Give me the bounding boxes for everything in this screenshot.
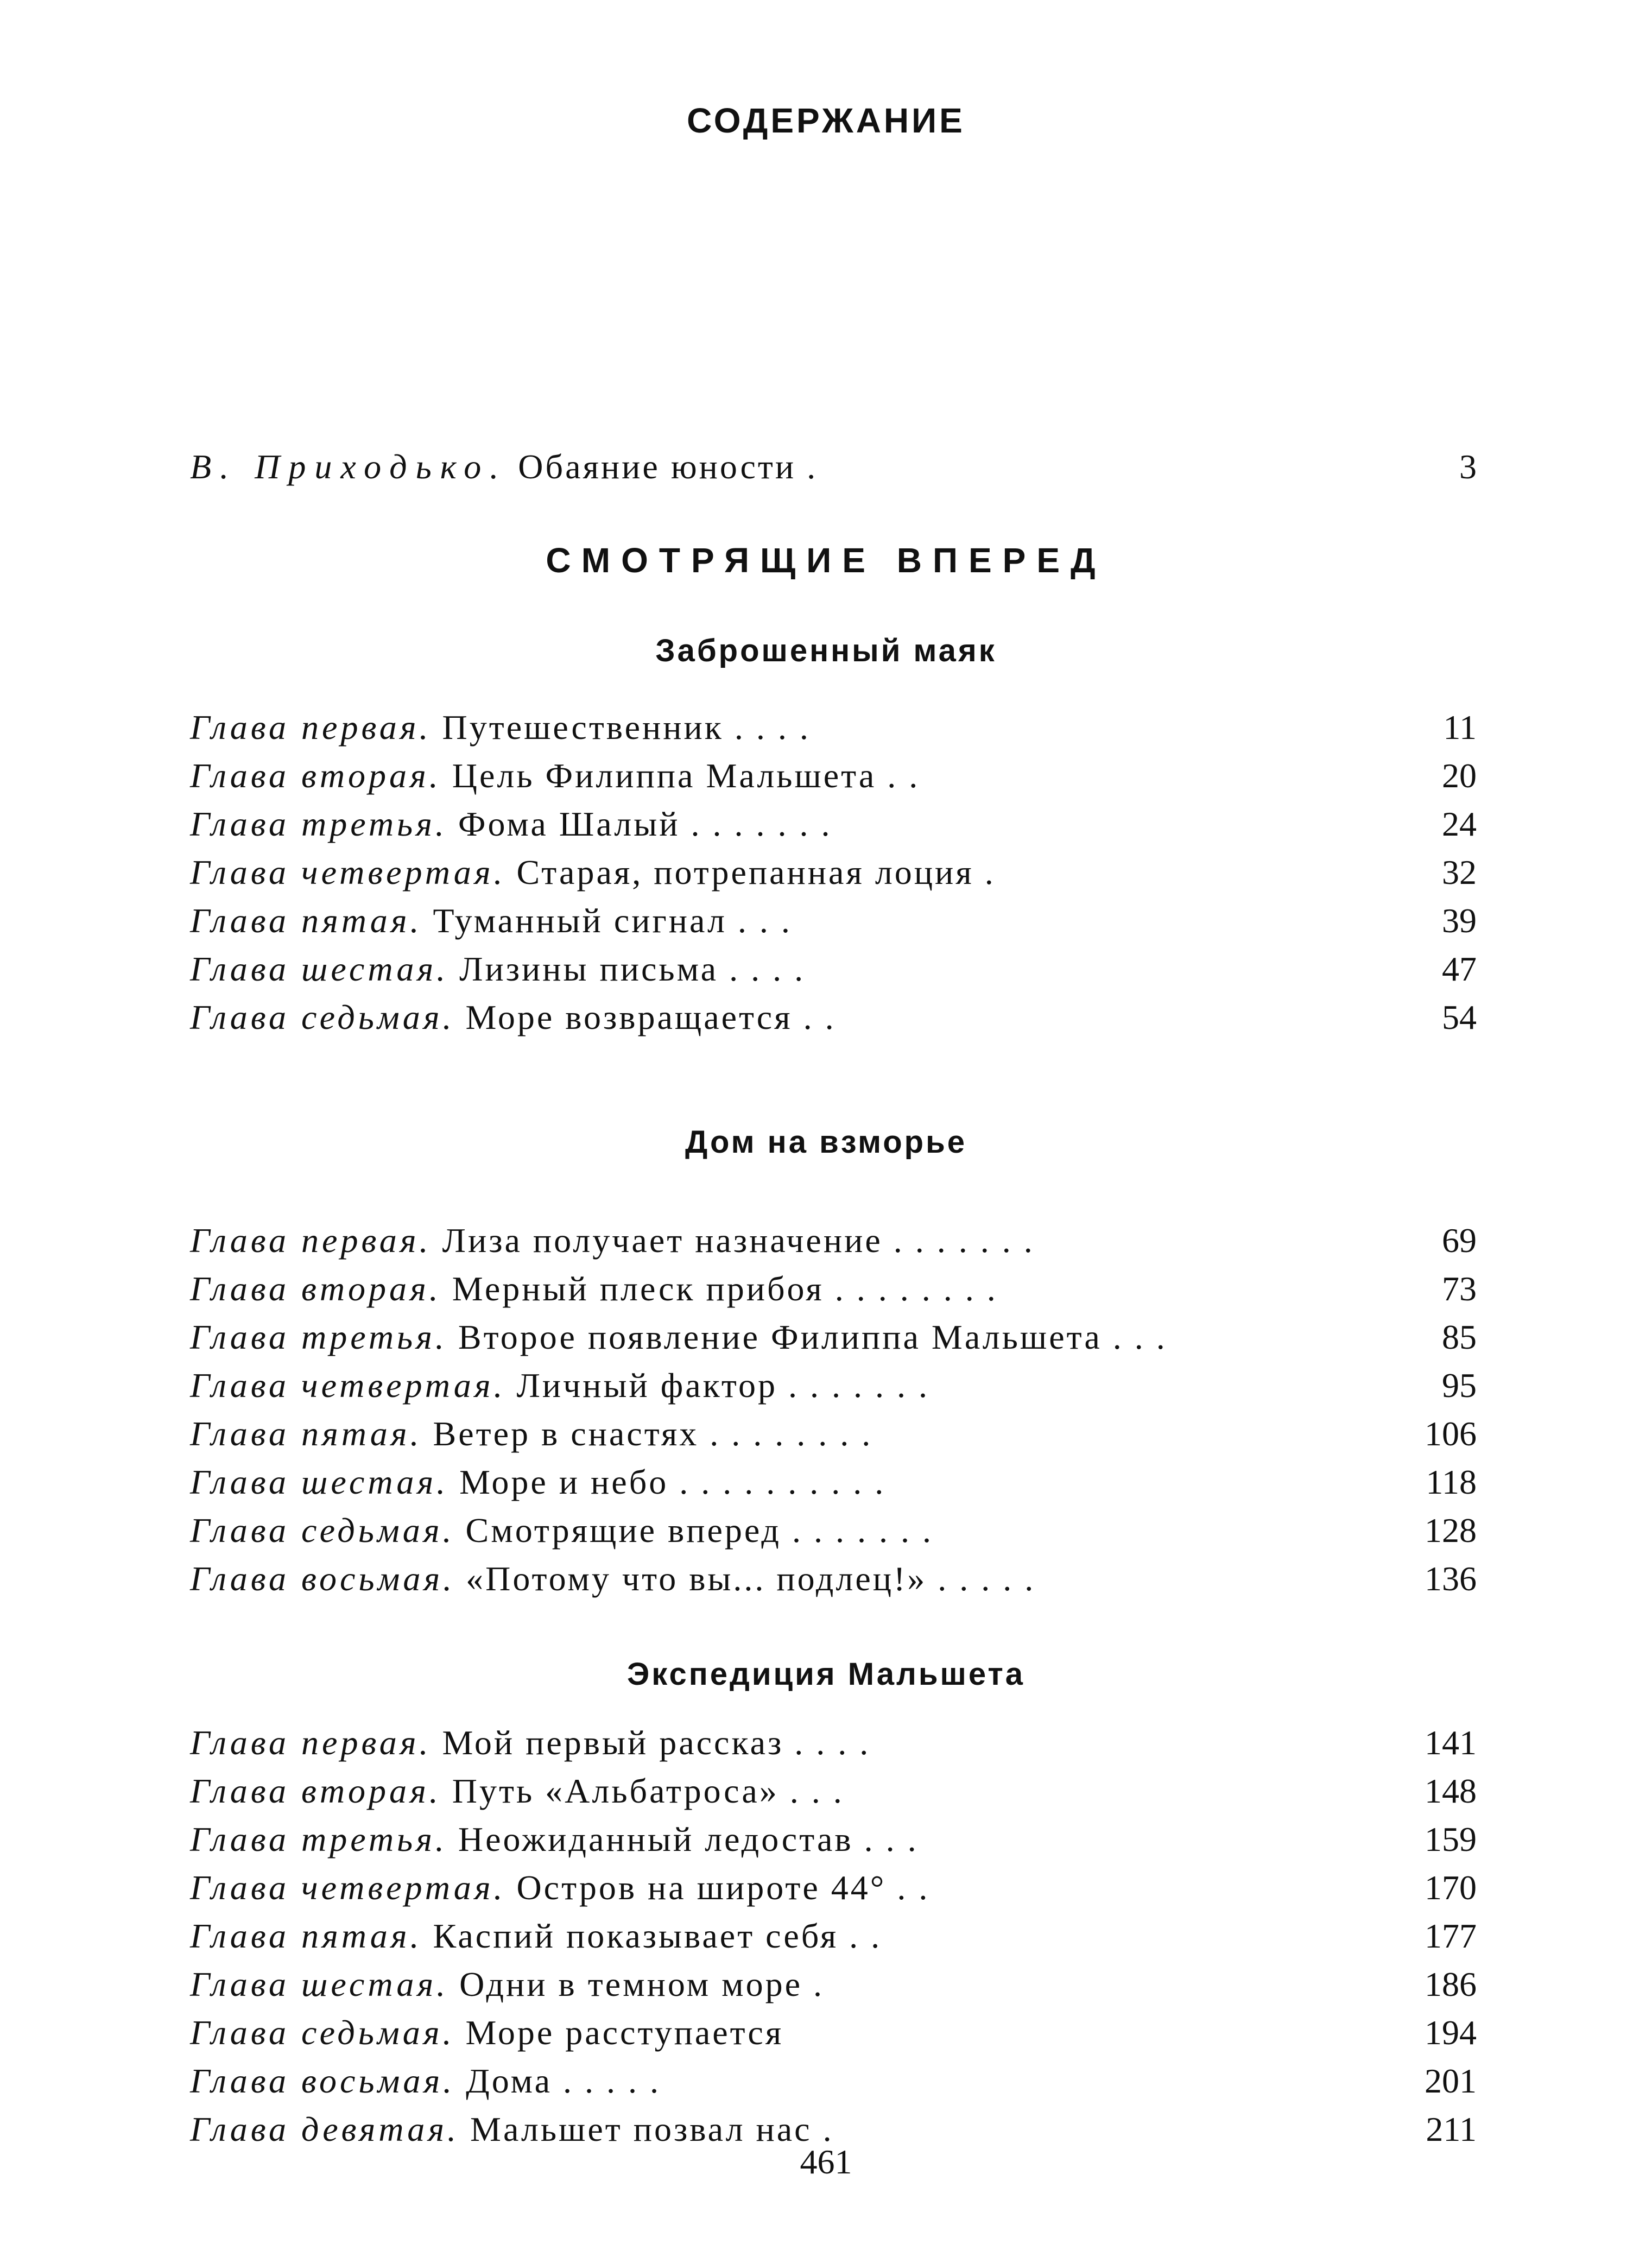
chapter-title: Смотрящие вперед . . . . . . . <box>465 1511 933 1550</box>
toc-entry <box>190 996 1477 1039</box>
chapter-label: Глава четвертая. <box>190 1868 506 1907</box>
section-title: Дом на взморье <box>685 1124 967 1160</box>
chapter-title: Туманный сигнал . . . <box>433 901 792 940</box>
chapter-title: Мой первый рассказ . . . . <box>442 1723 871 1762</box>
toc-entry <box>190 754 1477 798</box>
chapter-title: Море и небо . . . . . . . . . . <box>459 1463 886 1501</box>
entry-page-number: 85 <box>1442 1318 1477 1356</box>
toc-entry <box>190 1769 1477 1813</box>
chapter-label: Глава шестая. <box>190 950 449 988</box>
entry-lead <box>190 1461 885 1504</box>
entry-page-number: 32 <box>1442 853 1477 892</box>
chapter-label: Глава вторая. <box>190 1772 441 1810</box>
entry-page-number: 186 <box>1425 1965 1477 2003</box>
entry-page-number: 159 <box>1425 1820 1477 1859</box>
entry-lead <box>190 1963 824 2006</box>
chapter-label: Глава восьмая. <box>190 1559 455 1598</box>
chapter-label: Глава вторая. <box>190 1269 441 1308</box>
entry-page-number: 128 <box>1425 1511 1477 1550</box>
chapter-label: Глава четвертая. <box>190 853 506 892</box>
entry-page-number: 54 <box>1442 998 1477 1036</box>
entry-lead <box>190 899 792 943</box>
chapter-title: Второе появление Филиппа Мальшета . . . <box>458 1318 1167 1356</box>
chapter-label: Глава шестая. <box>190 1965 449 2003</box>
chapter-title: Путь «Альбатроса» . . . <box>452 1772 844 1810</box>
chapter-title: Цель Филиппа Мальшета . . <box>452 756 920 795</box>
entry-page-number: 211 <box>1426 2110 1477 2148</box>
entry-lead <box>190 1219 1035 1262</box>
toc-entry <box>190 1267 1477 1311</box>
chapter-label: Глава седьмая. <box>190 1511 455 1550</box>
entry-lead <box>190 1818 919 1861</box>
toc-entry <box>190 802 1477 846</box>
entry-page-number: 24 <box>1442 805 1477 843</box>
entry-lead <box>190 1509 933 1552</box>
entry-page-number: 3 <box>1459 447 1477 486</box>
section-title: Заброшенный маяк <box>655 633 997 668</box>
entry-lead <box>190 802 832 846</box>
chapter-label: Глава седьмая. <box>190 2013 455 2052</box>
chapter-label: Глава вторая. <box>190 756 441 795</box>
chapter-label: Глава третья. <box>190 805 447 843</box>
chapter-title: Старая, потрепанная лоция . <box>516 853 996 892</box>
entry-page-number: 47 <box>1442 950 1477 988</box>
entry-page-number: 170 <box>1425 1868 1477 1907</box>
toc-entry <box>190 1316 1477 1359</box>
chapter-title: Личный фактор . . . . . . . <box>516 1366 930 1405</box>
entry-lead <box>190 2059 661 2103</box>
toc-entry <box>190 851 1477 894</box>
chapter-title: Море расступается <box>465 2013 784 2052</box>
entry-page-number: 194 <box>1425 2013 1477 2052</box>
chapter-title: Море возвращается . . <box>465 998 836 1036</box>
entry-lead <box>190 996 836 1039</box>
toc-entry <box>190 1219 1477 1262</box>
chapter-title: Ветер в снастях . . . . . . . . <box>433 1414 873 1453</box>
part-title: СМОТРЯЩИЕ ВПЕРЕД <box>546 541 1106 580</box>
entry-lead <box>190 1721 870 1765</box>
toc-entry <box>190 1364 1477 1407</box>
chapter-title: Путешественник . . . . <box>442 708 811 747</box>
toc-entry <box>190 1963 1477 2006</box>
section-title: Экспедиция Мальшета <box>626 1657 1026 1692</box>
chapter-label: Глава первая. <box>190 1221 432 1260</box>
toc-entry <box>190 1557 1477 1601</box>
entry-lead <box>190 851 996 894</box>
chapter-title: Лиза получает назначение . . . . . . . <box>442 1221 1035 1260</box>
page-title: СОДЕРЖАНИЕ <box>687 101 965 140</box>
entry-page-number: 95 <box>1442 1366 1477 1405</box>
toc-entry <box>190 947 1477 991</box>
chapter-title: Фома Шалый . . . . . . . <box>458 805 832 843</box>
entry-lead <box>190 1412 872 1456</box>
preface-author: В. Приходько. <box>190 447 508 486</box>
entry-page-number: 20 <box>1442 756 1477 795</box>
chapter-label: Глава девятая. <box>190 2110 460 2148</box>
entry-page-number: 118 <box>1426 1463 1477 1501</box>
toc-entry <box>190 1818 1477 1861</box>
entry-lead <box>190 1364 929 1407</box>
chapter-title: Остров на широте 44° . . <box>516 1868 930 1907</box>
chapter-title: Каспий показывает себя . . <box>433 1917 882 1955</box>
entry-page-number: 201 <box>1425 2062 1477 2100</box>
toc-entry <box>190 1721 1477 1765</box>
chapter-label: Глава первая. <box>190 708 432 747</box>
toc-entry-preface <box>190 445 1477 489</box>
chapter-title: Лизины письма . . . . <box>459 950 806 988</box>
entry-page-number: 106 <box>1425 1414 1477 1453</box>
chapter-label: Глава восьмая. <box>190 2062 455 2100</box>
toc-entry <box>190 2059 1477 2103</box>
entry-page-number: 11 <box>1443 708 1477 747</box>
entry-page-number: 141 <box>1425 1723 1477 1762</box>
toc-entry <box>190 1914 1477 1958</box>
toc-entry <box>190 1412 1477 1456</box>
toc-entry <box>190 1509 1477 1552</box>
chapter-label: Глава четвертая. <box>190 1366 506 1405</box>
chapter-label: Глава седьмая. <box>190 998 455 1036</box>
entry-page-number: 39 <box>1442 901 1477 940</box>
entry-lead <box>190 706 811 749</box>
chapter-label: Глава пятая. <box>190 901 422 940</box>
chapter-label: Глава пятая. <box>190 1917 422 1955</box>
entry-lead <box>190 1866 929 1910</box>
chapter-title: Неожиданный ледостав . . . <box>458 1820 919 1859</box>
entry-page-number: 148 <box>1425 1772 1477 1810</box>
toc-entry <box>190 899 1477 943</box>
chapter-label: Глава первая. <box>190 1723 432 1762</box>
chapter-label: Глава шестая. <box>190 1463 449 1501</box>
entry-page-number: 177 <box>1425 1917 1477 1955</box>
folio-page-number: 461 <box>800 2142 852 2181</box>
entry-lead <box>190 754 920 798</box>
toc-entry <box>190 706 1477 749</box>
entry-lead <box>190 1316 1167 1359</box>
preface-text: Обаяние юности . <box>518 447 818 486</box>
entry-lead <box>190 445 818 489</box>
chapter-label: Глава третья. <box>190 1318 447 1356</box>
chapter-title: «Потому что вы... подлец!» . . . . . <box>466 1559 1036 1598</box>
chapter-label: Глава пятая. <box>190 1414 422 1453</box>
toc-entry <box>190 2011 1477 2055</box>
chapter-title: Одни в темном море . <box>459 1965 825 2003</box>
entry-lead <box>190 2011 783 2055</box>
chapter-title: Мальшет позвал нас . <box>470 2110 834 2148</box>
chapter-title: Мерный плеск прибоя . . . . . . . . <box>452 1269 998 1308</box>
entry-page-number: 69 <box>1442 1221 1477 1260</box>
entry-lead <box>190 1914 882 1958</box>
chapter-label: Глава третья. <box>190 1820 447 1859</box>
toc-entry <box>190 1461 1477 1504</box>
entry-lead <box>190 1557 1035 1601</box>
entry-page-number: 136 <box>1425 1559 1477 1598</box>
toc-entry <box>190 1866 1477 1910</box>
entry-lead <box>190 947 805 991</box>
chapter-title: Дома . . . . . <box>466 2062 661 2100</box>
entry-page-number: 73 <box>1442 1269 1477 1308</box>
entry-lead <box>190 1267 998 1311</box>
entry-lead <box>190 1769 844 1813</box>
